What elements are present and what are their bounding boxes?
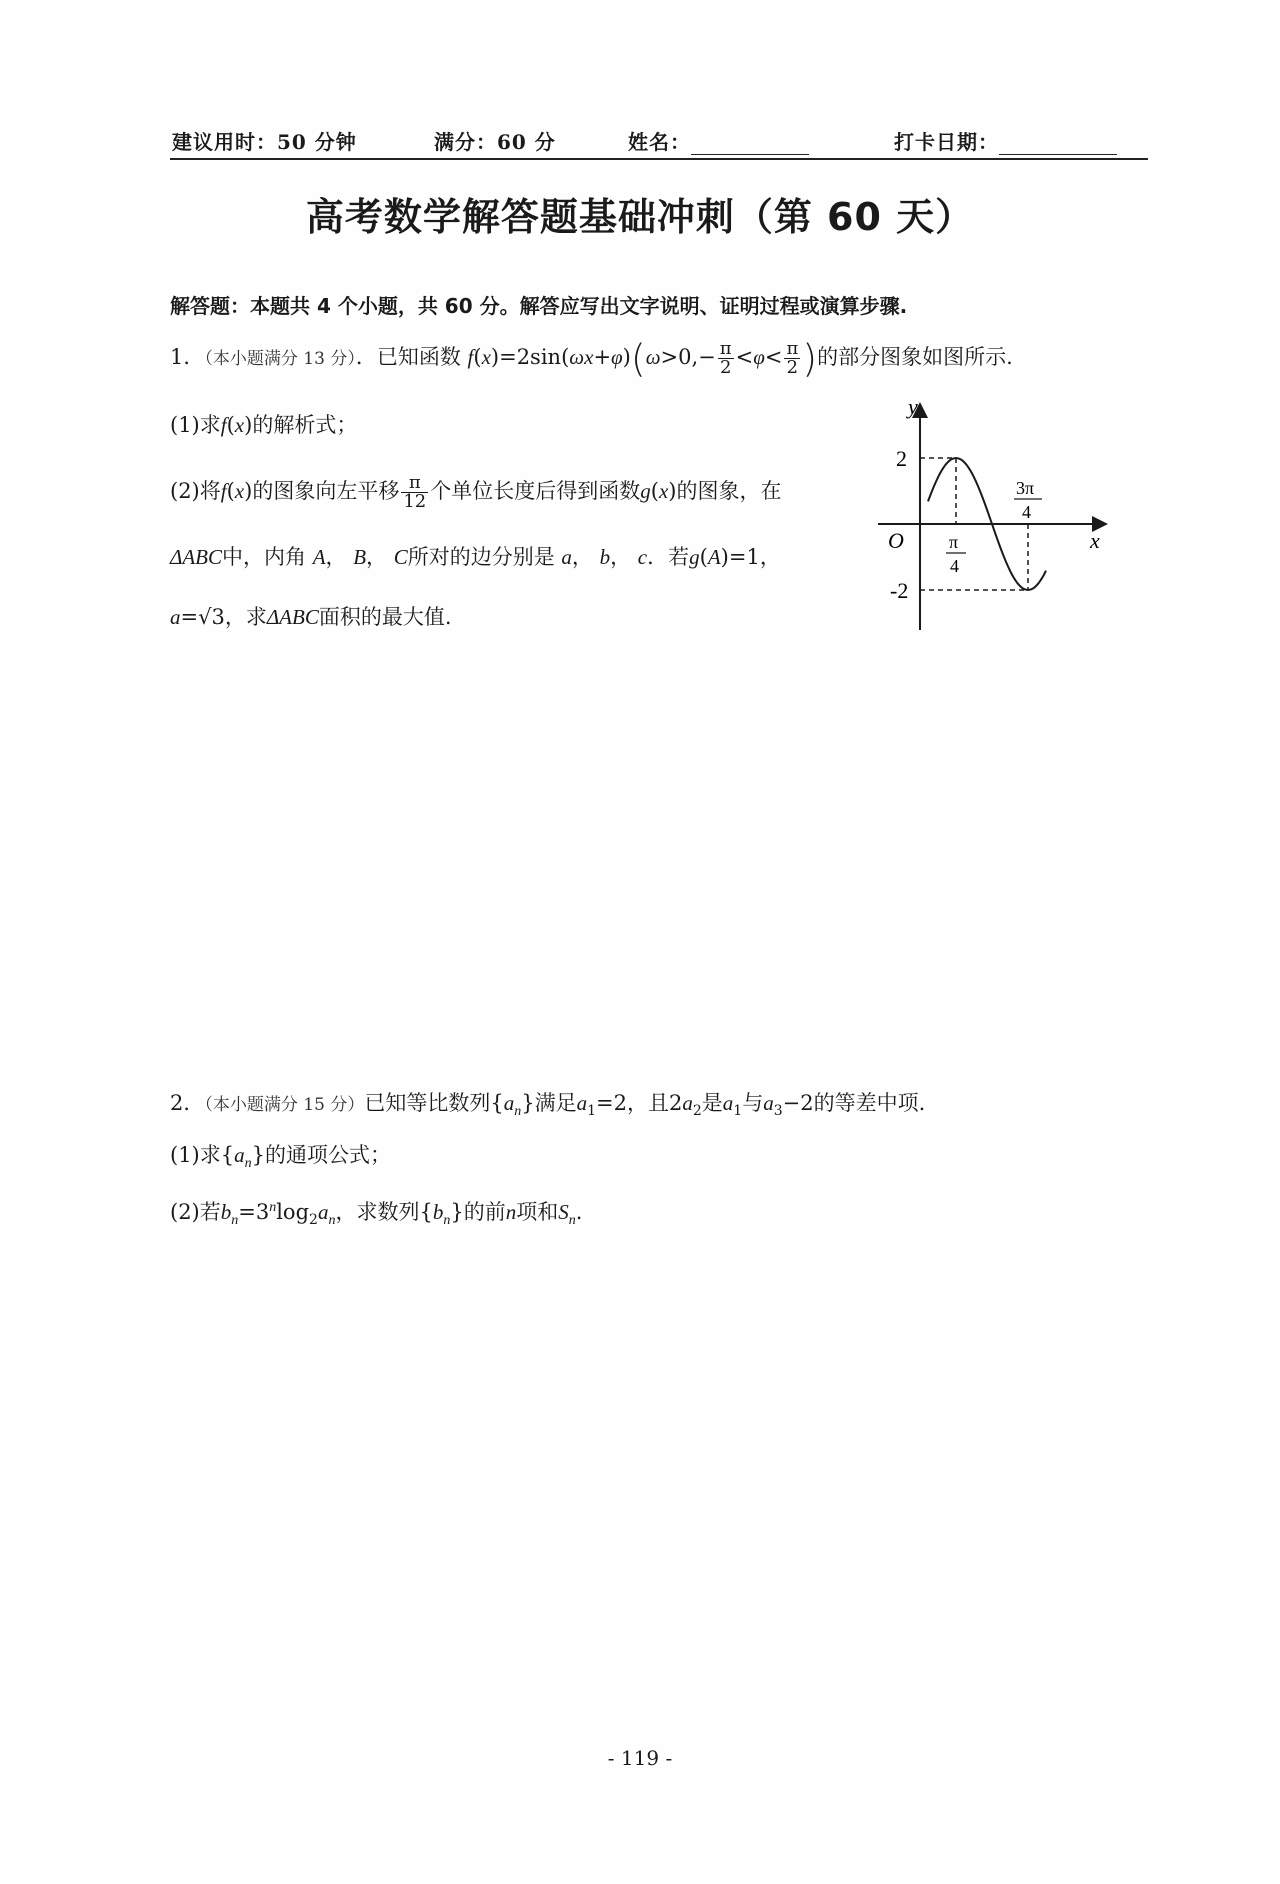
tick2-num: 3π	[1016, 478, 1035, 498]
q1-part2-line3: a=√3，求ΔABC面积的最大值.	[170, 605, 452, 629]
y-axis-label: y	[908, 398, 918, 419]
q1-part2-line2: ΔABC中，内角 A， B， C所对的边分别是 a， b， c．若g(A)=1，	[170, 545, 781, 569]
section-intro: 解答题：本题共 4 个小题，共 60 分。解答应写出文字说明、证明过程或演算步骤.	[170, 294, 908, 318]
page-title: 高考数学解答题基础冲刺（第 60 天）	[305, 195, 975, 239]
q1-part2-line1: (2)将f(x)的图象向左平移 $\frac{\pi}{12}$ 个单位长度后得到函数g(x)的图象，在	[170, 472, 782, 512]
q2-part2: (2)若$b_n=3^n\log_2a_n$，求数列$\{b_n\}$的前n项和$S_n$.	[170, 1200, 583, 1229]
score-label: 满分：60 分	[434, 130, 556, 154]
sine-graph	[868, 398, 1108, 634]
tick1-den: 4	[950, 556, 959, 576]
name-blank	[691, 130, 809, 155]
ymax-label: 2	[896, 446, 907, 471]
header-rule	[170, 158, 1148, 160]
ymin-label: -2	[890, 578, 909, 603]
date-field: 打卡日期：	[894, 126, 1117, 156]
page-number: - 119 -	[607, 1746, 673, 1770]
tick1-num: π	[949, 532, 959, 552]
q1-part1: (1)求f(x)的解析式；	[170, 413, 358, 437]
origin-label: O	[888, 528, 904, 553]
x-axis-label: x	[1090, 528, 1100, 553]
date-blank	[999, 130, 1117, 155]
frac-pi-over-2-b: $\frac{\pi}{2}$	[786, 338, 799, 378]
tick2-den: 4	[1022, 502, 1031, 522]
q2-stem: 2．（本小题满分 15 分）已知等比数列$\{a_n\}$满足$a_1=2$，且$2a_2$是$a_1$与$a_3-2$的等差中项.	[170, 1091, 926, 1120]
frac-pi-over-2: $\frac{\pi}{2}$	[719, 338, 732, 378]
q2-part1: (1)求$\{a_n\}$的通项公式；	[170, 1143, 391, 1172]
time-label: 建议用时：50 分钟	[172, 130, 357, 154]
name-field: 姓名：	[628, 126, 809, 156]
q1-stem: 1．（本小题满分 13 分）．已知函数 f(x)=2sin(ωx+φ)(ω>0,− $\frac{\pi}{2}$ <φ< $\frac{\pi}{2}$ )的部分图象如图所示.	[170, 336, 1013, 381]
frac-pi-over-12: $\frac{\pi}{12}$	[403, 472, 427, 512]
